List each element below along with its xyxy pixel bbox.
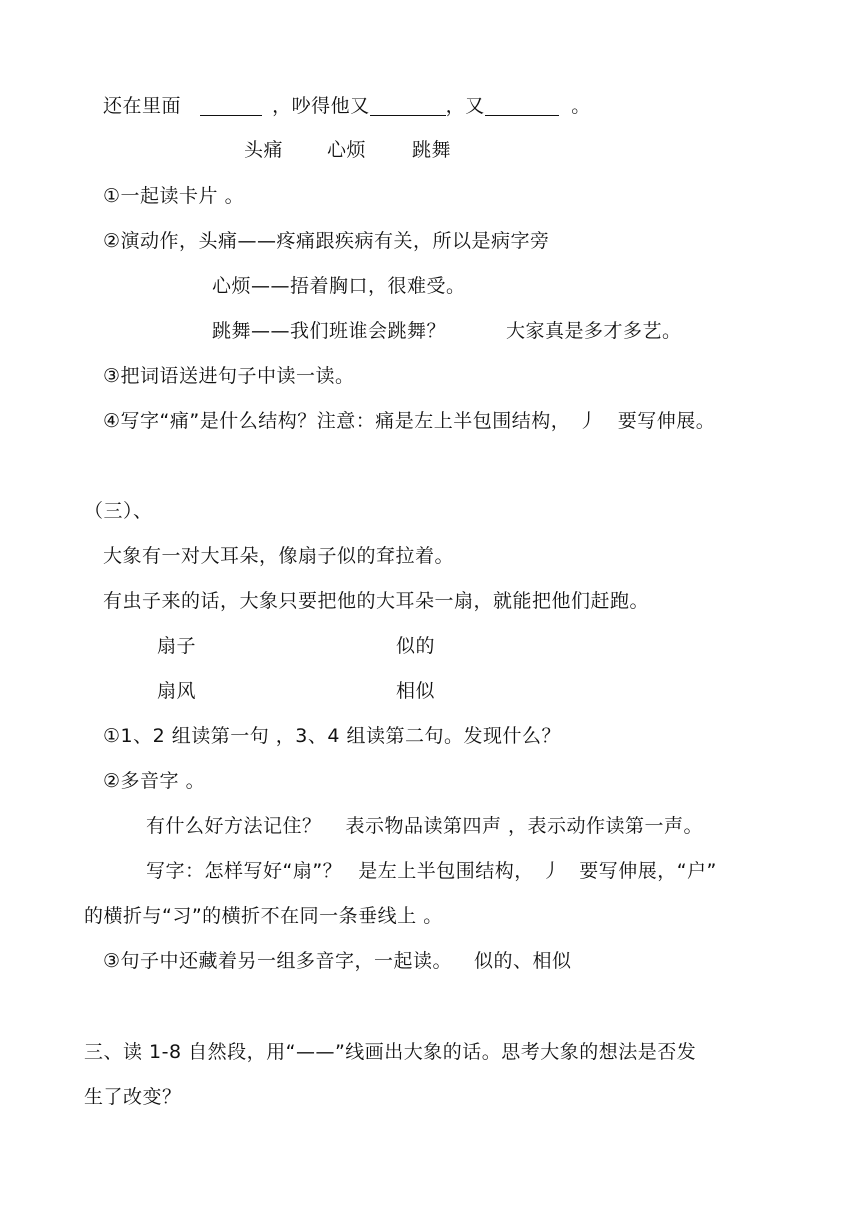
line-1 (103, 93, 591, 119)
text: 要写伸展。 (617, 410, 716, 432)
word-3: 跳舞 (412, 139, 452, 161)
line-5: 心烦——捂着胸口，很难受。 (212, 275, 466, 297)
line-4: ②演动作，头痛——疼痛跟疾病有关，所以是病字旁 (103, 230, 550, 252)
text: 有什么好方法记住？ (146, 815, 322, 837)
line-20: 三、读 1-8 自然段，用“——”线画出大象的话。思考大象的想法是否发 (84, 1041, 697, 1063)
text: ，又 (445, 95, 485, 117)
word: 相似 (396, 680, 436, 702)
text: 写字：怎样写好“扇”？ (146, 860, 343, 882)
line-16 (146, 813, 703, 839)
text: ③句子中还藏着另一组多音字，一起读。 (103, 950, 453, 972)
line-14: ①1、2 组读第一句 ，3、4 组读第二句。发现什么？ (103, 725, 562, 747)
blank-1[interactable] (200, 95, 262, 116)
line-21: 生了改变？ (84, 1086, 182, 1108)
word: 扇子 (157, 635, 197, 657)
blank-3[interactable] (485, 95, 559, 116)
word-2: 心烦 (327, 139, 367, 161)
word: 似的 (396, 635, 436, 657)
line-10: 大象有一对大耳朵，像扇子似的耷拉着。 (103, 545, 455, 567)
line-3: ①一起读卡片 。 (103, 185, 245, 207)
line-12 (157, 633, 435, 659)
stroke-char: 丿 (541, 860, 562, 882)
text: 似的、相似 (474, 950, 572, 972)
text: 要写伸展，“户” (579, 860, 717, 882)
line-15: ②多音字 。 (103, 770, 206, 792)
line-6 (212, 318, 682, 344)
line-9: （三）、 (84, 500, 153, 522)
text: 。 (571, 95, 591, 117)
line-11: 有虫子来的话，大象只要把他的大耳朵一扇，就能把他们赶跑。 (103, 590, 650, 612)
line-19 (103, 948, 572, 974)
word: 扇风 (157, 680, 197, 702)
word-1: 头痛 (244, 139, 284, 161)
text: 大家真是多才多艺。 (506, 320, 682, 342)
line-17 (146, 858, 717, 884)
text: 表示物品读第四声 ，表示动作读第一声。 (345, 815, 704, 837)
text: ，吵得他又 (272, 95, 370, 117)
line-8 (103, 408, 715, 434)
line-7: ③把词语送进句子中读一读。 (103, 365, 355, 387)
text: 跳舞——我们班谁会跳舞？ (212, 320, 447, 342)
line-2 (244, 137, 451, 163)
text: 是左上半包围结构， (358, 860, 534, 882)
line-13 (157, 678, 435, 704)
stroke-char: 丿 (578, 410, 598, 432)
line-18: 的横折与“习”的横折不在同一条垂线上 。 (84, 905, 443, 927)
text: 还在里面 (103, 95, 182, 117)
blank-2[interactable] (370, 95, 446, 116)
text: ④写字“痛”是什么结构？注意：痛是左上半包围结构， (103, 410, 571, 432)
